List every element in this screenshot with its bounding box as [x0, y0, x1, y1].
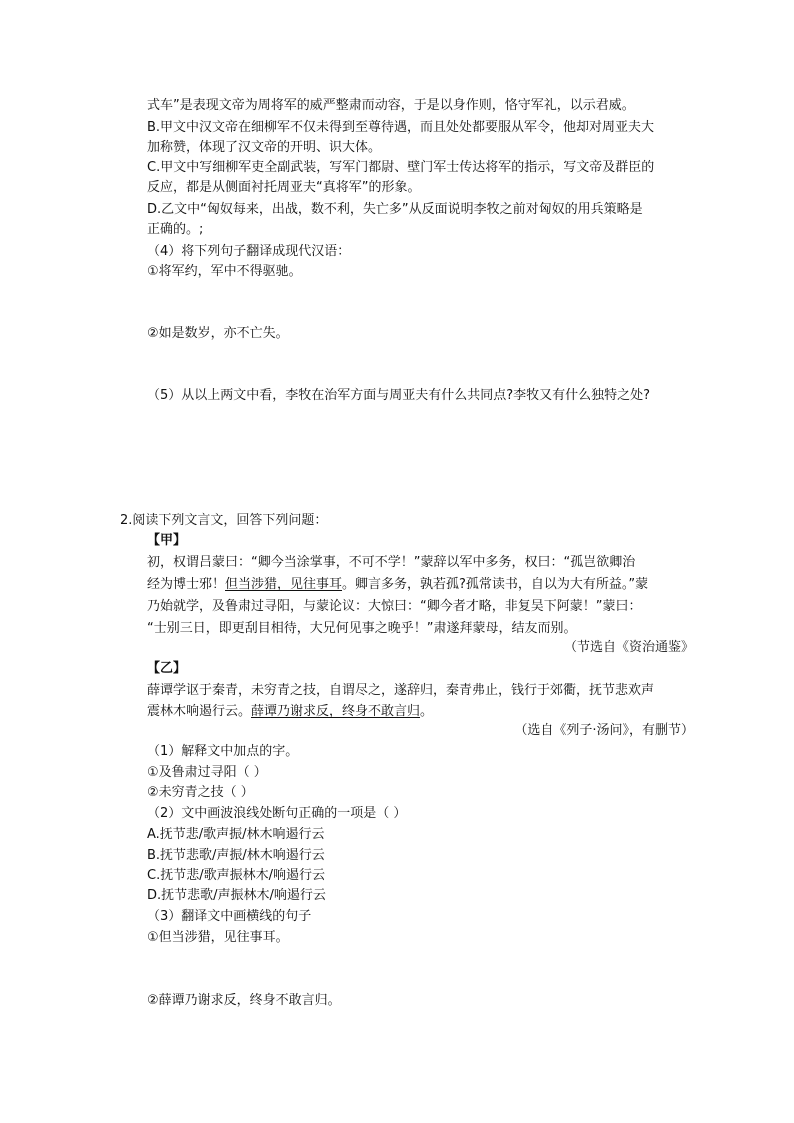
question-1-item-1: ①及鲁肃过寻阳（ ） [147, 765, 267, 780]
passage-yi-source: （选自《列子·汤问》，有删节） [514, 723, 694, 738]
passage-jia-line-2 [147, 575, 707, 595]
question-3-item-1: ①但当涉猎，见往事耳。 [147, 930, 289, 945]
question-2: （2）文中画波浪线处断句正确的一项是（ ） [147, 806, 407, 821]
passage-text: 。卿言多务，孰若孤?孤常读书，自以为大有所益。”蒙 [342, 577, 649, 592]
question-2-option-a: A.抚节悲/歌声振/林木响遏行云 [147, 827, 325, 842]
underlined-sentence: 薛谭乃谢求反，终身不敢言归 [251, 704, 421, 719]
question-1: （1）解释文中加点的字。 [147, 744, 299, 759]
question-3-item-2: ②薛谭乃谢求反，终身不敢言归。 [147, 993, 341, 1008]
passage-jia-line-1: 初，权谓吕蒙曰：“卿今当涂掌事，不可不学！”蒙辞以军中多务，权曰：“孤岂欲卿治 [147, 555, 636, 570]
question-3: （3）翻译文中画横线的句子 [147, 909, 312, 924]
passage-text: 经为博士邪！ [147, 577, 226, 592]
question-5: （5）从以上两文中看，李牧在治军方面与周亚夫有什么共同点?李牧又有什么独特之处? [147, 388, 651, 403]
question-2-option-b: B.抚节悲歌/声振/林木响遏行云 [147, 848, 325, 863]
passage-yi-label: 【乙】 [147, 661, 187, 676]
option-c-line-1: C.甲文中写细柳军吏全副武装，写军门都尉、壁门军士传达将军的指示，写文帝及群臣的 [147, 160, 655, 175]
option-b-line-2: 加称赞，体现了汉文帝的开明、识大体。 [147, 140, 382, 155]
passage-jia-line-4: “士别三日，即更刮目相待，大兄何见事之晚乎！”肃遂拜蒙母，结友而别。 [147, 621, 577, 636]
passage-jia-label: 【甲】 [147, 533, 187, 548]
option-b-line-1: B.甲文中汉文帝在细柳军不仅未得到至尊待遇，而且处处都要服从军令，他却对周亚夫大 [147, 120, 655, 135]
question-4-item-1: ①将军约，军中不得驱驰。 [147, 264, 302, 279]
section-2-heading: 2.阅读下列文言文，回答下列问题： [120, 513, 328, 528]
option-c-line-2: 反应，都是从侧面衬托周亚夫“真将军”的形象。 [147, 180, 421, 195]
option-d-line-2: 正确的。; [147, 222, 204, 237]
passage-yi-line-1: 薛谭学讴于秦青，未穷青之技，自谓尽之，遂辞归，秦青弗止，钱行于郊衢，抚节悲欢声 [147, 683, 655, 698]
question-1-item-2: ②未穷青之技（ ） [147, 785, 254, 800]
option-d-line-1: D.乙文中“匈奴每来，出战，数不利，失亡多”从反面说明李牧之前对匈奴的用兵策略是 [147, 202, 643, 217]
question-2-option-d: D.抚节悲歌/声振林木/响遏行云 [147, 888, 326, 903]
passage-yi-line-2 [147, 702, 707, 722]
passage-text: 。 [420, 704, 434, 719]
passage-text: 震林木响遏行云。 [147, 704, 252, 719]
text-line: 式车”是表现文帝为周将军的威严整肃而动容，于是以身作则，恪守军礼，以示君威。 [147, 98, 635, 113]
passage-jia-line-3: 乃始就学，及鲁肃过寻阳，与蒙论议：大惊曰：“卿今者才略，非复吴下阿蒙！”蒙曰： [147, 599, 642, 614]
passage-jia-source: （节选自《资治通鉴》 [563, 640, 694, 655]
question-4: （4）将下列句子翻译成现代汉语： [147, 244, 351, 259]
question-2-option-c: C.抚节悲/歌声振林木/响遏行云 [147, 868, 325, 883]
underlined-sentence: 但当涉猎，见往事耳 [225, 577, 343, 592]
question-4-item-2: ②如是数岁，亦不亡失。 [147, 326, 289, 341]
